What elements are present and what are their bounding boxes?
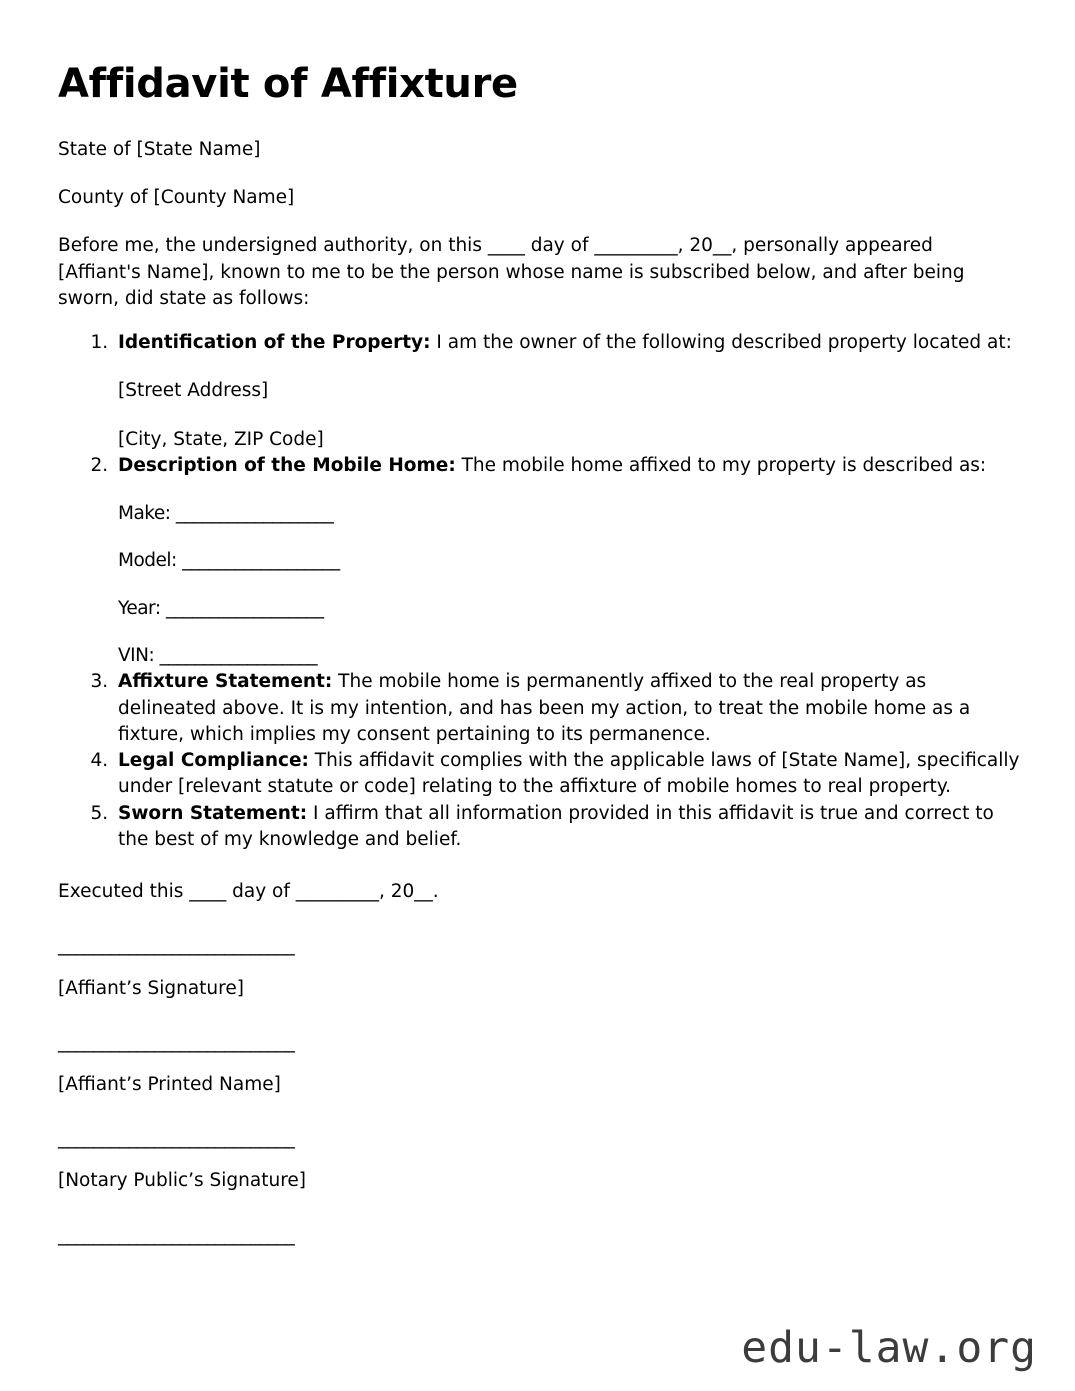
signature-label-affiant-signature: [Affiant’s Signature] (58, 977, 244, 999)
signature-rule-trailing: ___________________________ (58, 1224, 295, 1246)
signature-rule-affiant-printed-name: ___________________________ (58, 1031, 295, 1053)
clause-body-2: The mobile home affixed to my property is described as: (455, 454, 987, 476)
state-line: State of [State Name] (58, 138, 261, 160)
clause-heading-1: Identification of the Property: (118, 332, 431, 354)
signature-block-notary-signature (58, 1128, 1020, 1194)
intro-paragraph: Before me, the undersigned authority, on this ____ day of _________, 20__, personally appeared [Affiant's Name], known to me to be the person whose name is subscribed below, and after being sworn, did state as follows: (58, 235, 965, 309)
clause-heading-4: Legal Compliance: (118, 750, 309, 772)
clause-body-1: I am the owner of the following described property located at: (430, 332, 1012, 354)
field-year: Year: __________________ (118, 597, 324, 619)
clause-item-3 (114, 669, 1020, 748)
clauses-list (58, 330, 1020, 853)
site-watermark: edu-law.org (741, 1323, 1037, 1373)
clause-1-subline-street-address: [Street Address] (118, 380, 269, 402)
signature-rule-affiant-signature: ___________________________ (58, 935, 295, 957)
clause-heading-2: Description of the Mobile Home: (118, 454, 456, 476)
signature-block-trailing (58, 1225, 1020, 1247)
clause-1-subline-city-state-zip: [City, State, ZIP Code] (118, 428, 324, 450)
clause-heading-3: Affixture Statement: (118, 671, 333, 693)
clause-item-1 (114, 330, 1020, 453)
clause-item-2 (114, 453, 1020, 669)
signature-label-notary-signature: [Notary Public’s Signature] (58, 1170, 307, 1192)
field-make: Make: __________________ (118, 503, 334, 525)
signature-rule-notary-signature: ___________________________ (58, 1128, 295, 1150)
clause-item-4 (114, 748, 1020, 801)
field-vin: VIN: __________________ (118, 644, 318, 666)
clause-body-5: I affirm that all information provided in this affidavit is true and correct to the best of my knowledge and belief. (118, 802, 994, 850)
clause-heading-5: Sworn Statement: (118, 802, 308, 824)
clause-item-5 (114, 801, 1020, 854)
signature-block-affiant-printed-name (58, 1032, 1020, 1098)
page-title: Affidavit of Affixture (58, 61, 518, 107)
execution-line: Executed this ____ day of _________, 20__. (58, 881, 439, 903)
clause-body-3: The mobile home is permanently affixed to the real property as delineated above. It is my intention, and has been my action, to treat the mobile home as a fixture, which implies my consent pertaining to its permanence. (118, 671, 971, 745)
signature-block-affiant-signature (58, 935, 1020, 1001)
signature-label-affiant-printed-name: [Affiant’s Printed Name] (58, 1074, 281, 1096)
field-model: Model: __________________ (118, 550, 340, 572)
clause-body-4: This affidavit complies with the applicable laws of [State Name], specifically under [relevant statute or code] relating to the affixture of mobile homes to real property. (118, 750, 1020, 798)
county-line: County of [County Name] (58, 187, 295, 209)
